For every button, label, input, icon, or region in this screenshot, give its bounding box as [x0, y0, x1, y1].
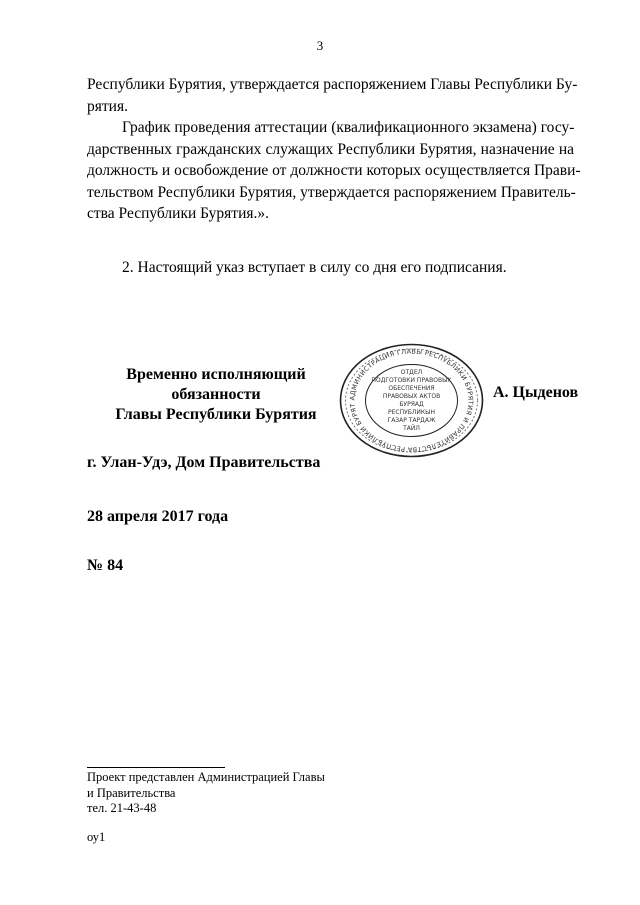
- seal-center-line: ГАЗАР ТАРДАЖ: [387, 417, 436, 424]
- paragraph-line: тельством Республики Бурятия, утверждается распоряжением Правитель-: [87, 183, 576, 201]
- seal-center-line: ПОДГОТОВКИ ПРАВОВЫХ: [371, 377, 452, 384]
- signing-date: 28 апреля 2017 года: [87, 508, 229, 525]
- seal-center-line: БУРЯАД: [399, 401, 424, 408]
- seal-center-line: ОБЕСПЕЧЕНИЯ: [388, 385, 435, 392]
- signatory-title-line: Главы Республики Бурятия: [115, 406, 317, 423]
- paragraph-line: должность и освобождение от должности которых осуществляется Прави-: [87, 162, 581, 179]
- paragraph-line: 2. Настоящий указ вступает в силу со дня его подписания.: [122, 259, 507, 276]
- footer-divider: [87, 767, 225, 768]
- footer-phone: тел. 21-43-48: [87, 801, 157, 815]
- footer-note: [87, 770, 325, 817]
- seal-center-line: ТАЙЛ: [403, 425, 420, 432]
- signing-place: г. Улан-Удэ, Дом Правительства: [87, 454, 321, 471]
- footer-line: Проект представлен Администрацией Главы: [87, 770, 325, 784]
- paragraph-schedule: [87, 117, 581, 225]
- paragraph-line: График проведения аттестации (квалификационного экзамена) госу-: [122, 119, 575, 136]
- signatory-title-line: Временно исполняющий обязанности: [126, 366, 306, 403]
- page-number: 3: [316, 38, 324, 53]
- paragraph-line: дарственных гражданских служащих Республики Бурятия, назначение на: [87, 140, 574, 158]
- seal-graphic: [338, 342, 485, 459]
- seal-center-line: РЕСПУБЛИКЫН: [388, 409, 435, 416]
- document-code: оу1: [87, 830, 106, 844]
- signatory-title: [87, 365, 345, 425]
- paragraph-line: Республики Бурятия, утверждается распоряжением Главы Республики Бу-: [87, 76, 578, 93]
- paragraph-line: рятия.: [87, 97, 128, 115]
- paragraph-effective-date: [87, 257, 574, 279]
- decree-number: № 84: [87, 557, 124, 574]
- seal-outer-text: АДМИНИСТРАЦИЯ ГЛАВЫ РЕСПУБЛИКИ БУРЯТИЯ И ПРАВИТЕЛЬСТВА РЕСПУБЛИКИ БУРЯТ: [348, 347, 475, 454]
- seal-center-line: ПРАВОВЫХ АКТОВ: [382, 393, 441, 400]
- footer-line: и Правительства: [87, 785, 176, 800]
- paragraph-continuation: [87, 74, 578, 117]
- signatory-name: А. Цыденов: [493, 384, 579, 401]
- seal-center-line: ОТДЕЛ: [400, 369, 423, 376]
- paragraph-line: ства Республики Бурятия.».: [87, 205, 269, 222]
- official-seal: [338, 342, 485, 459]
